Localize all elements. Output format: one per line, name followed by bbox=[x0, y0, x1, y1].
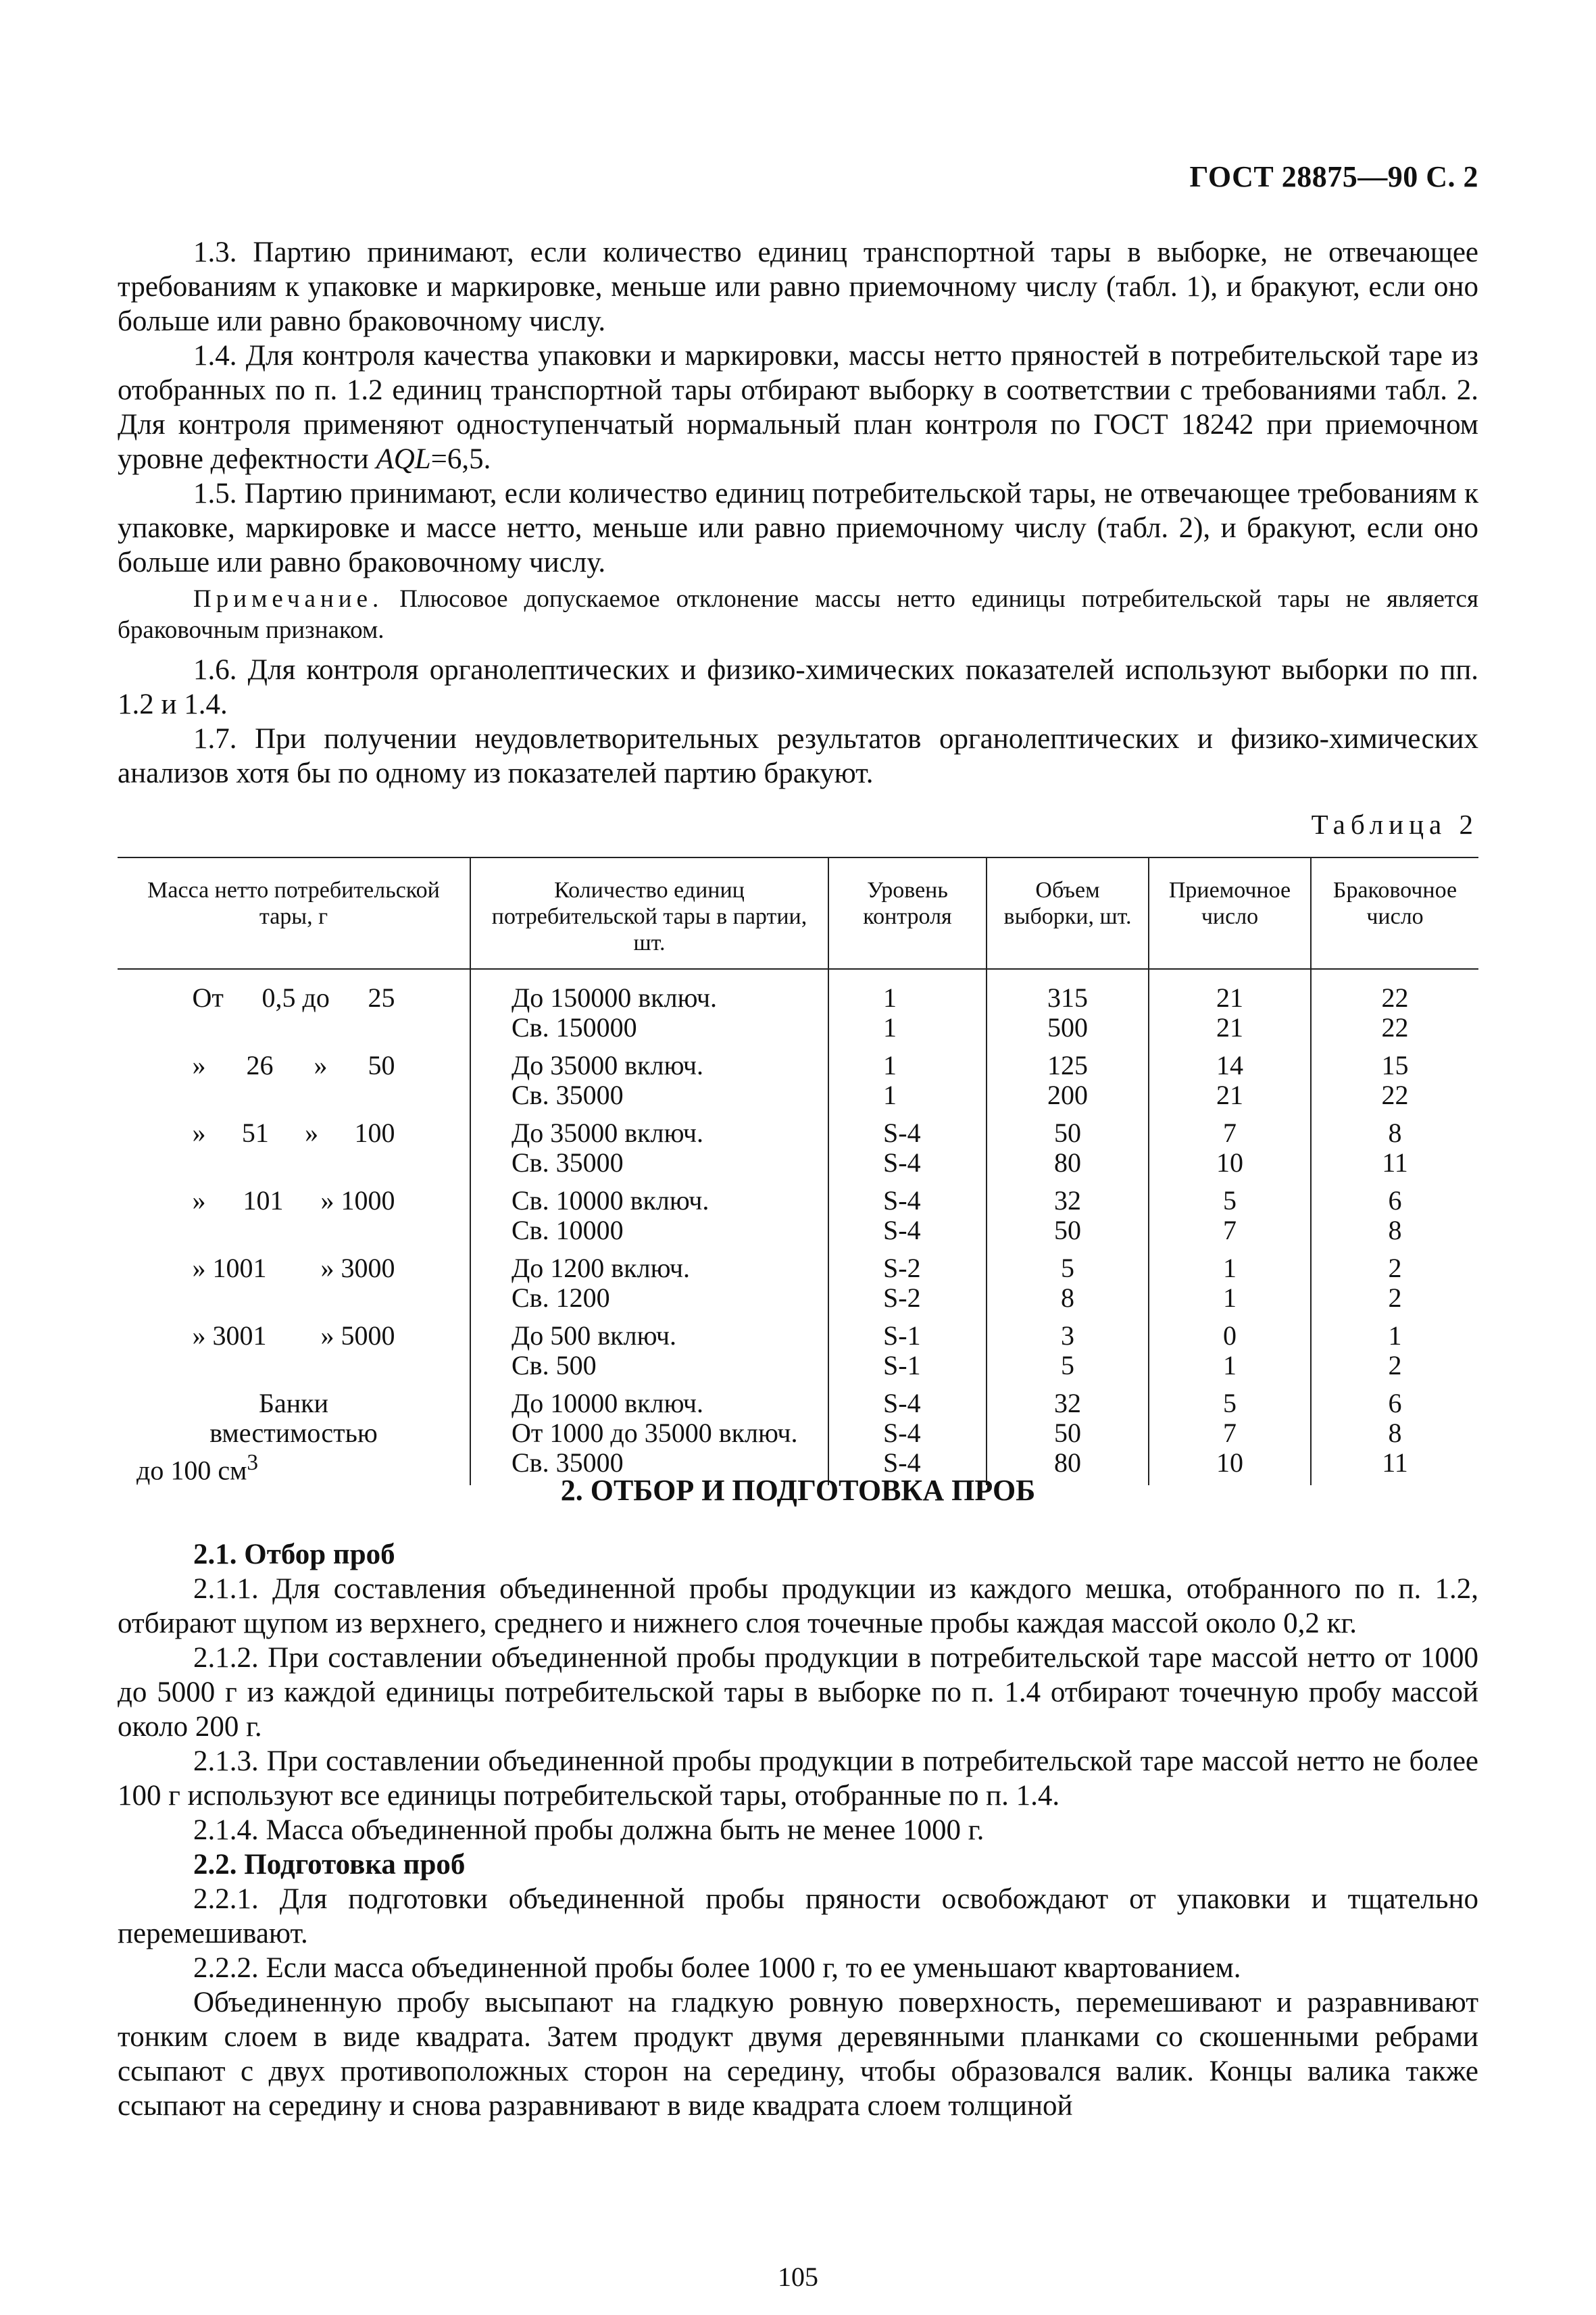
header-quantity: Количество единиц потребительской тары в партии, шт. bbox=[470, 857, 828, 969]
quantity-cell: До 500 включ. Св. 500 bbox=[470, 1313, 828, 1380]
quantity-cell: До 35000 включ. Св. 35000 bbox=[470, 1110, 828, 1178]
subsection-title: 2.1. Отбор проб bbox=[193, 1539, 395, 1570]
table-label: Таблица 2 bbox=[1311, 809, 1478, 840]
paragraph-1-5: 1.5. Партию принимают, если количество единиц потребительской тары, не отвечающее требованиям к упаковке, маркировке и массе нетто, меньше или равно приемочному числу (табл. 2), и бракуют, если оно больше или равно браковочному числу. bbox=[118, 478, 1478, 578]
reject-cell: 6 8 bbox=[1311, 1178, 1478, 1245]
note bbox=[118, 584, 1478, 646]
mass-cell: » 26 » 50 bbox=[192, 1050, 395, 1080]
mass-cell: » 1001 » 3000 bbox=[192, 1253, 395, 1283]
accept-cell: 5 7 10 bbox=[1149, 1380, 1311, 1485]
paragraph-2-2-1: 2.2.1. Для подготовки объединенной пробы пряности освобождают от упаковки и тщательно перемешивают. bbox=[118, 1883, 1478, 1949]
mass-cell: » 51 » 100 bbox=[192, 1118, 395, 1148]
table-row-group bbox=[118, 1110, 1478, 1178]
table-header-row bbox=[118, 857, 1478, 969]
quantity-cell: До 35000 включ. Св. 35000 bbox=[470, 1043, 828, 1110]
accept-cell: 21 21 bbox=[1149, 969, 1311, 1043]
paragraph-2-1-1: 2.1.1. Для составления объединенной пробы продукции из каждого мешка, отобранного по п. 1.2, отбирают щупом из верхнего, среднего и нижнего слоя точечные пробы каждая массой около 0,2 кг. bbox=[118, 1573, 1478, 1639]
level-cell: S-4 S-4 S-4 bbox=[828, 1380, 987, 1485]
level-cell: 1 1 bbox=[828, 1043, 987, 1110]
quantity-cell: До 150000 включ. Св. 150000 bbox=[470, 969, 828, 1043]
reject-cell: 22 22 bbox=[1311, 969, 1478, 1043]
mass-cell: Банки вместимостью до 100 $см^3$ bbox=[136, 1388, 378, 1486]
page-header: ГОСТ 28875—90 С. 2 bbox=[1189, 160, 1478, 193]
accept-cell: 0 1 bbox=[1149, 1313, 1311, 1380]
reject-cell: 15 22 bbox=[1311, 1043, 1478, 1110]
level-cell: S-4 S-4 bbox=[828, 1110, 987, 1178]
reject-cell: 1 2 bbox=[1311, 1313, 1478, 1380]
accept-cell: 7 10 bbox=[1149, 1110, 1311, 1178]
body-text-bottom bbox=[118, 1537, 1478, 2123]
table-row-group bbox=[118, 1043, 1478, 1110]
page-number: 105 bbox=[778, 2262, 818, 2292]
sample-cell: 3 5 bbox=[987, 1313, 1149, 1380]
paragraph-1-7: 1.7. При получении неудовлетворительных результатов органолептических и физико-химических анализов хотя бы по одному из показателей партию бракуют. bbox=[118, 723, 1478, 789]
quantity-cell: До 10000 включ. От 1000 до 35000 включ. Св. 35000 bbox=[470, 1380, 828, 1485]
table-row-group bbox=[118, 1245, 1478, 1313]
table-2 bbox=[118, 857, 1478, 1485]
reject-cell: 6 8 11 bbox=[1311, 1380, 1478, 1485]
paragraph-2-1-4: 2.1.4. Масса объединенной пробы должна быть не менее 1000 г. bbox=[193, 1814, 984, 1846]
sample-cell: 32 50 bbox=[987, 1178, 1149, 1245]
table-row-group bbox=[118, 1380, 1478, 1485]
reject-cell: 2 2 bbox=[1311, 1245, 1478, 1313]
level-cell: S-1 S-1 bbox=[828, 1313, 987, 1380]
mass-cell: » 3001 » 5000 bbox=[192, 1320, 395, 1351]
table-row-group bbox=[118, 1313, 1478, 1380]
accept-cell: 1 1 bbox=[1149, 1245, 1311, 1313]
paragraph-2-2-2: 2.2.2. Если масса объединенной пробы более 1000 г, то ее уменьшают квартованием. bbox=[193, 1952, 1241, 1984]
aql-value: =6,5. bbox=[430, 443, 491, 475]
header-level: Уровень контроля bbox=[828, 857, 987, 969]
sample-cell: 315 500 bbox=[987, 969, 1149, 1043]
note-text: Плюсовое допускаемое отклонение массы нетто единицы потребительской тары не является браковочным признаком. bbox=[118, 585, 1478, 644]
quantity-cell: Св. 10000 включ. Св. 10000 bbox=[470, 1178, 828, 1245]
body-text-top bbox=[118, 235, 1478, 791]
table-row-group bbox=[118, 969, 1478, 1043]
sample-cell: 125 200 bbox=[987, 1043, 1149, 1110]
header-sample-size: Объем выборки, шт. bbox=[987, 857, 1149, 969]
sample-cell: 32 50 80 bbox=[987, 1380, 1149, 1485]
level-cell: S-4 S-4 bbox=[828, 1178, 987, 1245]
section-title: 2. ОТБОР И ПОДГОТОВКА ПРОБ bbox=[560, 1474, 1036, 1507]
paragraph-2-1-3: 2.1.3. При составлении объединенной пробы продукции в потребительской таре массой нетто не более 100 г используют все единицы потребительской тары, отобранные по п. 1.4. bbox=[118, 1745, 1478, 1812]
level-cell: 1 1 bbox=[828, 969, 987, 1043]
paragraph-1-6: 1.6. Для контроля органолептических и физико-химических показателей используют выборки по пп. 1.2 и 1.4. bbox=[118, 654, 1478, 720]
paragraph-quartering: Объединенную пробу высыпают на гладкую ровную поверхность, перемешивают и разравнивают тонким слоем в виде квадрата. Затем продукт двумя деревянными планками со скошенными ребрами ссыпают с двух противоположных сторон на середину, чтобы образовался валик. Концы валика также ссыпают на середину и снова разравнивают в виде квадрата слоем толщиной bbox=[118, 1987, 1478, 2122]
aql-term: AQL bbox=[376, 443, 431, 475]
header-accept-number: Приемочное число bbox=[1149, 857, 1311, 969]
sample-cell: 5 8 bbox=[987, 1245, 1149, 1313]
paragraph-2-1-2: 2.1.2. При составлении объединенной пробы продукции в потребительской таре массой нетто от 1000 до 5000 г из каждой единицы потребительской тары в выборке по п. 1.4 отбирают точечную пробу массой около 200 г. bbox=[118, 1642, 1478, 1743]
table-row-group bbox=[118, 1178, 1478, 1245]
level-cell: S-2 S-2 bbox=[828, 1245, 987, 1313]
header-reject-number: Браковочное число bbox=[1311, 857, 1478, 969]
header-mass: Масса нетто потребительской тары, г bbox=[118, 857, 470, 969]
sample-cell: 50 80 bbox=[987, 1110, 1149, 1178]
mass-cell: От 0,5 до 25 bbox=[192, 982, 395, 1013]
reject-cell: 8 11 bbox=[1311, 1110, 1478, 1178]
subsection-title: 2.2. Подготовка проб bbox=[193, 1849, 466, 1881]
paragraph-1-4: 1.4. Для контроля качества упаковки и маркировки, массы нетто пряностей в потребительской таре из отобранных по п. 1.2 единиц транспортной тары отбирают выборку в соответствии с требованиями табл. 2. Для контроля применяют одноступенчатый нормальный план контроля по ГОСТ 18242 при приемочном уровне дефектности AQL=6,5. bbox=[118, 340, 1478, 475]
quantity-cell: До 1200 включ. Св. 1200 bbox=[470, 1245, 828, 1313]
accept-cell: 14 21 bbox=[1149, 1043, 1311, 1110]
accept-cell: 5 7 bbox=[1149, 1178, 1311, 1245]
mass-cell: » 101 » 1000 bbox=[192, 1185, 395, 1216]
note-label: Примечание. bbox=[193, 585, 384, 613]
paragraph-1-3: 1.3. Партию принимают, если количество единиц транспортной тары в выборке, не отвечающее требованиям к упаковке и маркировке, меньше или равно приемочному числу (табл. 1), и бракуют, если оно больше или равно браковочному числу. bbox=[118, 237, 1478, 337]
